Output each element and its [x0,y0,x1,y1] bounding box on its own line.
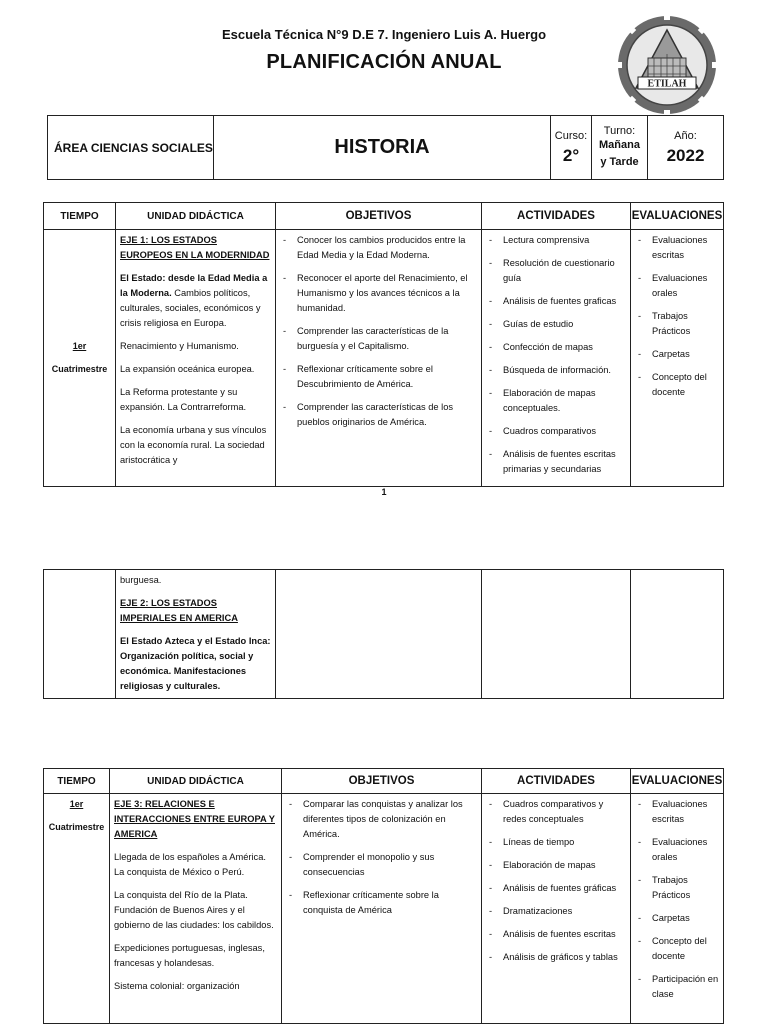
actividad-item: - Análisis de fuentes gráficas [486,881,626,896]
curso-value: 2° [562,145,580,165]
estado-rest: Cambios políticos, culturales, sociales, económicos y crisis religiosa en Europa. [120,288,261,328]
area-label: ÁREA CIENCIAS SOCIALES [48,116,214,180]
col-header-unidad: UNIDAD DIDÁCTICA [116,203,276,230]
actividades-cell-empty [482,570,631,699]
objetivo-item: - Comprender el monopolio y sus consecuencias [286,850,477,880]
unidad-cell [110,794,282,1024]
col-header-tiempo: TIEMPO [44,769,110,794]
actividad-item: - Líneas de tiempo [486,835,626,850]
eje-title: EJE 2: LOS ESTADOS IMPERIALES EN AMERICA [120,598,238,623]
evaluacion-item: - Evaluaciones orales [635,271,719,301]
tiempo-cell [44,794,110,1024]
objetivo-item: - Comprender las características de la burguesía y el Capitalismo. [280,324,477,354]
col-header-objetivos: OBJETIVOS [282,769,482,794]
actividad-item: - Elaboración de mapas conceptuales. [486,386,626,416]
course-info-table [47,115,724,180]
planning-table-3 [43,768,724,1024]
objetivo-item: - Reflexionar críticamente sobre la conquista de América [286,888,477,918]
col-header-tiempo: TIEMPO [44,203,116,230]
turno-value-2: y Tarde [600,155,639,168]
tiempo-cell [44,230,116,487]
turno-label: Turno: [603,124,636,137]
objetivo-item: - Reflexionar críticamente sobre el Descubrimiento de América. [280,362,477,392]
unidad-item: La economía urbana y sus vínculos con la economía rural. La sociedad aristocrática y [120,425,267,465]
objetivo-item: - Comprender las características de los pueblos originarios de América. [280,400,477,430]
tiempo-line-1: 1er [69,799,84,809]
estado-bold: El Estado: desde la Edad Media a la Moderna. [120,273,268,298]
actividad-item: - Elaboración de mapas [486,858,626,873]
turno-cell [592,116,648,180]
school-logo [616,14,718,116]
objetivo-item: - Conocer los cambios producidos entre la Edad Media y la Edad Moderna. [280,233,477,263]
evaluacion-item: - Concepto del docente [635,370,719,400]
col-header-objetivos: OBJETIVOS [276,203,482,230]
anio-label: Año: [674,129,697,142]
unidad-item: Renacimiento y Humanismo. [120,341,239,351]
unidad-cell [116,230,276,487]
col-header-evaluaciones: EVALUACIONES [631,203,724,230]
school-name: Escuela Técnica N°9 D.E 7. Ingeniero Luis A. Huergo [221,27,547,42]
unidad-item: La expansión oceánica europea. [120,364,255,374]
objetivos-cell [282,794,482,1024]
evaluacion-item: - Participación en clase [635,972,719,1002]
objetivo-item: - Comparar las conquistas y analizar los diferentes tipos de colonización en América. [286,797,477,842]
curso-label: Curso: [554,129,588,142]
evaluacion-item: - Concepto del docente [635,934,719,964]
evaluaciones-cell-empty [631,570,724,699]
evaluacion-item: - Evaluaciones orales [635,835,719,865]
evaluacion-item: - Carpetas [635,347,719,362]
tiempo-line-2: Cuatrimestre [51,364,108,374]
evaluacion-item: - Trabajos Prácticos [635,873,719,903]
evaluaciones-cell [631,794,724,1024]
evaluacion-item: - Evaluaciones escritas [635,797,719,827]
tiempo-line-2: Cuatrimestre [48,822,105,832]
col-header-actividades: ACTIVIDADES [482,203,631,230]
evaluacion-item: - Evaluaciones escritas [635,233,719,263]
actividad-item: - Lectura comprensiva [486,233,626,248]
logo-text: ETILAH [647,78,687,90]
actividad-item: - Búsqueda de información. [486,363,626,378]
evaluacion-item: - Carpetas [635,911,719,926]
curso-cell [551,116,592,180]
objetivos-cell [276,230,482,487]
unidad-item: Sistema colonial: organización [114,981,240,991]
eje-title: EJE 1: LOS ESTADOS EUROPEOS EN LA MODERNIDAD [120,235,270,260]
unidad-item: La Reforma protestante y su expansión. La Contrarreforma. [120,387,247,412]
unidad-item: Llegada de los españoles a América. La conquista de México o Perú. [114,852,266,877]
unidad-cell [116,570,276,699]
unidad-item: El Estado Azteca y el Estado Inca: Organización política, social y económica. Manifestaciones religiosas y culturales. [120,636,271,691]
objetivos-cell-empty [276,570,482,699]
anio-cell [648,116,724,180]
planning-table-2 [43,569,724,699]
turno-value-1: Mañana [599,138,640,151]
subject-name: HISTORIA [214,116,551,180]
actividad-item: - Análisis de fuentes graficas [486,294,626,309]
actividad-item: - Dramatizaciones [486,904,626,919]
objetivo-item: - Reconocer el aporte del Renacimiento, el Humanismo y los avances técnicos a la humanidad. [280,271,477,316]
unidad-item: La conquista del Río de la Plata. Fundación de Buenos Aires y el gobierno de las ciudades: los cabildos. [114,890,274,930]
actividad-item: - Análisis de fuentes escritas primarias y secundarias [486,447,626,477]
page-title: PLANIFICACIÓN ANUAL [266,51,502,73]
actividad-item: - Guías de estudio [486,317,626,332]
eje-title: EJE 3: RELACIONES E INTERACCIONES ENTRE EUROPA Y AMERICA [114,799,275,839]
estado-paragraph [120,271,271,331]
col-header-evaluaciones: EVALUACIONES [631,769,724,794]
actividad-item: - Cuadros comparativos y redes conceptuales [486,797,626,827]
page-number: 1 [381,487,387,497]
unidad-continuation: burguesa. [120,575,162,585]
planning-table-1 [43,202,724,487]
actividad-item: - Confección de mapas [486,340,626,355]
col-header-unidad: UNIDAD DIDÁCTICA [110,769,282,794]
actividades-cell [482,794,631,1024]
evaluacion-item: - Trabajos Prácticos [635,309,719,339]
actividad-item: - Análisis de gráficos y tablas [486,950,626,965]
unidad-item: Expediciones portuguesas, inglesas, francesas y holandesas. [114,943,265,968]
evaluaciones-cell [631,230,724,487]
anio-value: 2022 [666,145,705,165]
actividad-item: - Cuadros comparativos [486,424,626,439]
actividades-cell [482,230,631,487]
col-header-actividades: ACTIVIDADES [482,769,631,794]
actividad-item: - Análisis de fuentes escritas [486,927,626,942]
tiempo-cell-empty [44,570,116,699]
tiempo-line-1: 1er [72,341,87,351]
actividad-item: - Resolución de cuestionario guía [486,256,626,286]
